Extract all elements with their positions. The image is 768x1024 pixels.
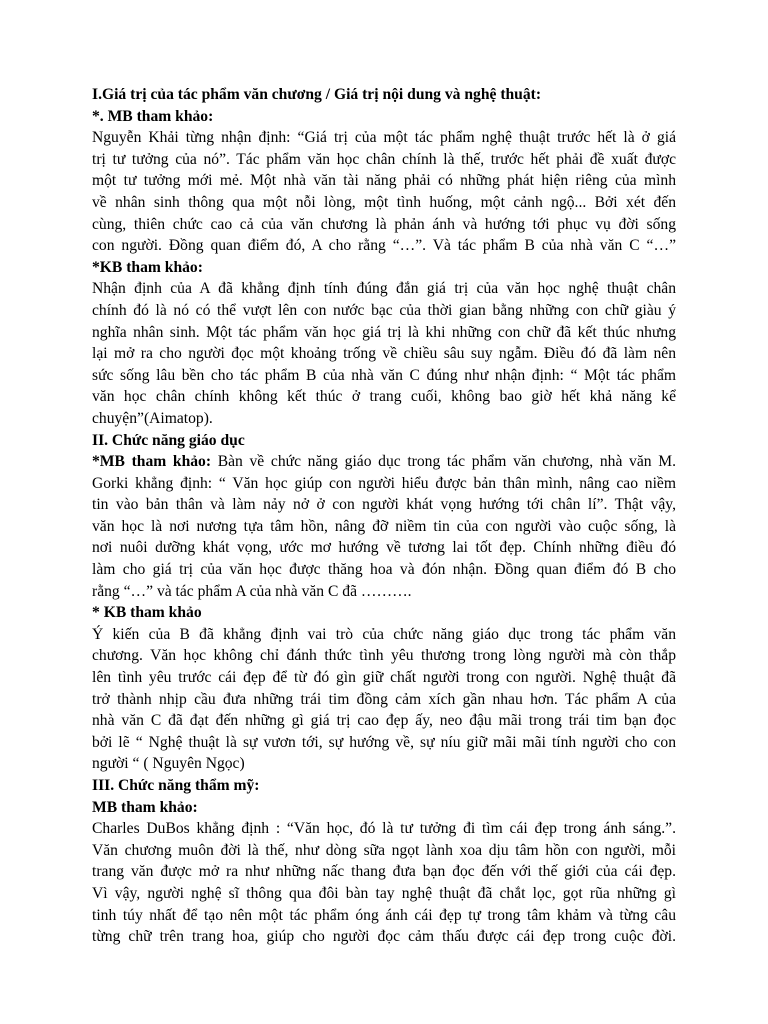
text-line: Nguyễn Khải từng nhận định: “Giá trị của một tác phẩm nghệ thuật trước hết là ở giá [92, 129, 676, 147]
text-line: rằng “…” và tác phẩm A của nhà văn C đã ………. [92, 582, 412, 600]
text-line: trị tư tưởng của nó”. Tác phẩm văn học chân chính là thế, trước hết phải đề xuất được [92, 150, 676, 168]
text-line: nơi nuôi dưỡng khát vọng, ước mơ hướng về tương lai tốt đẹp. Chính những điều đó [92, 539, 676, 557]
section-heading: MB tham khảo: [92, 798, 198, 816]
text-line: Vì vậy, người nghệ sĩ thông qua đôi bàn tay nghệ thuật đã chắt lọc, gọt rũa những gì [92, 884, 676, 902]
text-line: người “ ( Nguyên Ngọc) [92, 755, 245, 773]
text-line: một tư tưởng mới mẻ. Một nhà văn tài năng phải có những phát hiện riêng của mình [92, 172, 676, 190]
text-line: trang văn được mở ra như những nấc thang đưa bạn đọc đến với thế giới của cái đẹp. [92, 863, 676, 881]
text-line: về nhân sinh thông qua một nỗi lòng, một tình huống, một cảnh ngộ... Bởi xét đến [92, 193, 676, 211]
text-line: văn học chân chính không kết thúc ở trang cuối, không bao giờ hết khả năng kể [92, 388, 676, 406]
text-line: con người. Đồng quan điểm đó, A cho rằng “…”. Và tác phẩm B của nhà văn C “…” [92, 237, 676, 255]
section-heading: I.Giá trị của tác phẩm văn chương / Giá trị nội dung và nghệ thuật: [92, 86, 542, 103]
section-heading: * KB tham khảo [92, 604, 202, 622]
text-line: nghĩa nhân sinh. Một tác phẩm văn học giá trị là khi những con chữ đã kết thúc nhưng [92, 323, 676, 341]
text-line: Nhận định của A đã khẳng định tính đúng đắn giá trị của văn học nghệ thuật chân [92, 280, 676, 298]
text-line: cùng, thiên chức cao cả của văn chương là phản ánh và hướng tới phục vụ đời sống [92, 215, 676, 233]
text-line: Văn chương muôn đời là thế, như dòng sữa ngọt lành xoa dịu tâm hồn con người, mỗi [92, 841, 676, 859]
text-line: tin vào bản thân và làm nảy nở ở con người khát vọng hướng tới chân lí”. Thật vậy, [92, 496, 676, 514]
text-line: Gorki khẳng định: “ Văn học giúp con người hiểu được bản thân mình, nâng cao niềm [92, 474, 676, 492]
text-line: từng chữ trên trang hoa, giúp cho người đọc cảm thấu được cái đẹp trong cuộc đời. [92, 928, 676, 946]
inline-heading: *MB tham khảo: [92, 453, 212, 471]
text-line: Ý kiến của B đã khẳng định vai trò của chức năng giáo dục trong tác phẩm văn [92, 625, 676, 643]
text-line: chuyện”(Aimatop). [92, 409, 213, 427]
text-line: lại mở ra cho người đọc một khoảng trống về chiều sâu suy ngẫm. Điều đó đã làm nên [92, 345, 676, 363]
text-line: nhà văn C đã đạt đến những gì giá trị cao đẹp ấy, neo đậu mãi trong trái tim bạn đọc [92, 712, 676, 730]
text-line: Charles DuBos khẳng định : “Văn học, đó là tư tưởng đi tìm cái đẹp trong ánh sáng.”. [92, 820, 676, 838]
section-heading: II. Chức năng giáo dục [92, 431, 245, 449]
document-body [92, 84, 676, 948]
text-line [92, 451, 676, 473]
text-line: văn học là nơi nương tựa tâm hồn, nâng đỡ niềm tin của con người vào cuộc sống, là [92, 517, 676, 535]
text-line: bởi lẽ “ Nghệ thuật là sự vươn tới, sự hướng về, sự níu giữ mãi mãi tính người cho con [92, 733, 676, 751]
text-line: lên tình yêu trước cái đẹp để từ đó gìn giữ chất người trong con người. Nghệ thuật đã [92, 669, 676, 687]
text-line: tinh túy nhất để tạo nên một tác phẩm óng ánh cái đẹp tự trong tâm khảm và từng câu [92, 906, 676, 924]
text-line: chương. Văn học không chỉ đánh thức tình yêu thương trong lòng người mà còn thắp [92, 647, 676, 665]
text-line: làm cho giá trị của văn học được thăng hoa và đón nhận. Đồng quan điểm đó B cho [92, 561, 676, 579]
section-heading: *. MB tham khảo: [92, 107, 214, 125]
section-heading: *KB tham khảo: [92, 258, 203, 276]
text-line: sức sống lâu bền cho tác phẩm B của nhà văn C đúng như nhận định: “ Một tác phẩm [92, 366, 676, 384]
text-line: chính đó là nó có thể vượt lên con nước bạc của thời gian bằng những con chữ giàu ý [92, 301, 676, 319]
section-heading: III. Chức năng thẩm mỹ: [92, 777, 260, 794]
text-line: trở thành nhịp cầu đưa những trái tim đồng cảm xích gần nhau hơn. Tác phẩm A của [92, 690, 676, 708]
line-text: Bàn về chức năng giáo dục trong tác phẩm văn chương, nhà văn M. [211, 453, 676, 471]
